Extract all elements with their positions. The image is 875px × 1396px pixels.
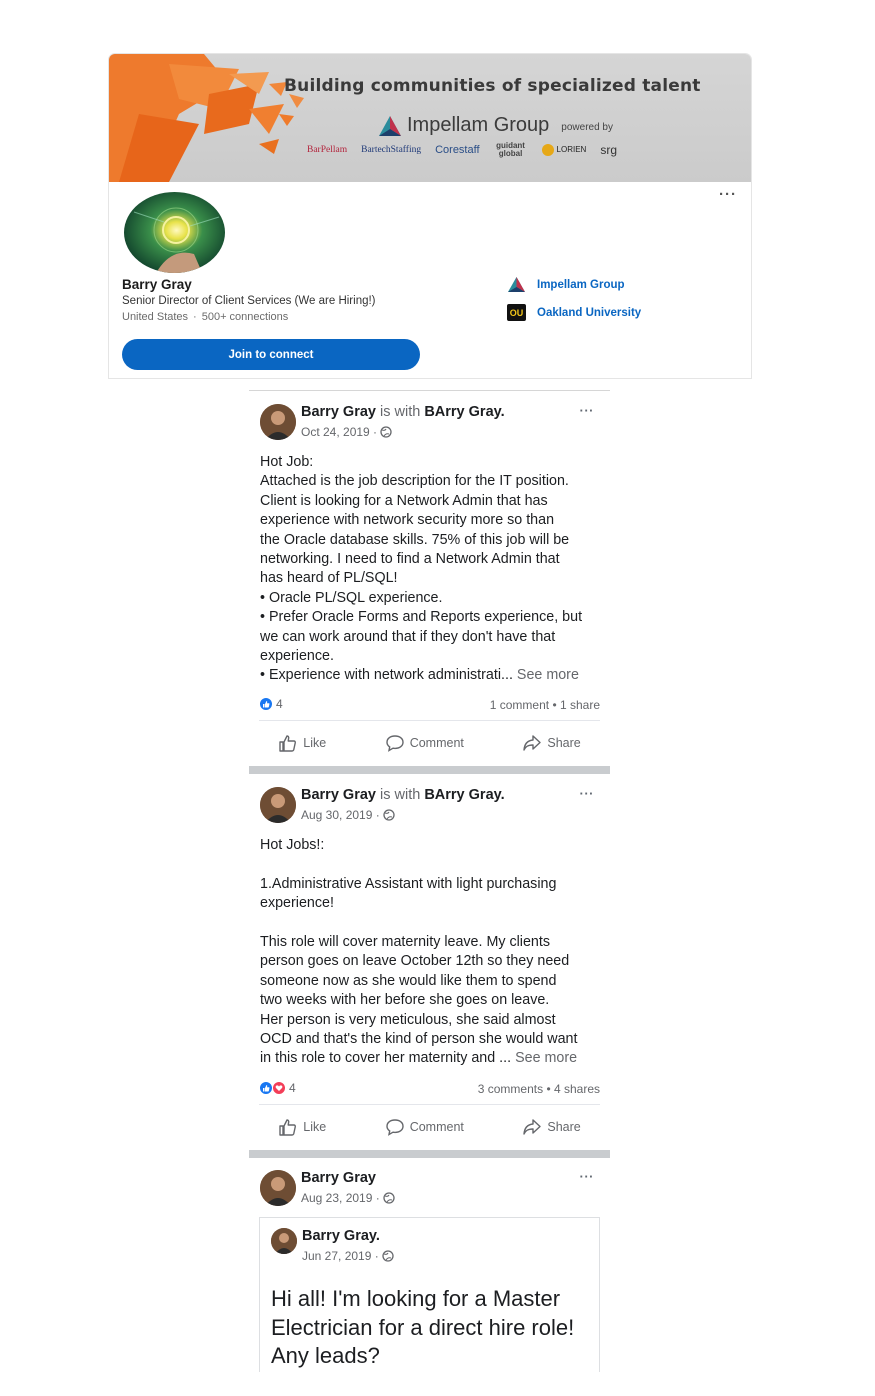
post-body bbox=[260, 836, 605, 1069]
tagged-person[interactable]: BArry Gray. bbox=[424, 404, 505, 420]
post-header bbox=[301, 404, 505, 420]
post-text-line: • Oracle PL/SQL experience. bbox=[260, 589, 443, 606]
post-text-line: networking. I need to find a Network Admin that bbox=[260, 551, 560, 568]
share-icon bbox=[522, 1118, 542, 1136]
shared-post-author[interactable]: Barry Gray. bbox=[302, 1228, 380, 1244]
org-link-impellam[interactable] bbox=[507, 276, 625, 293]
share-button[interactable] bbox=[522, 734, 580, 752]
post-date bbox=[301, 1191, 395, 1205]
post-text-line: Her person is very meticulous, she said almost bbox=[260, 1011, 556, 1028]
like-label: Like bbox=[303, 736, 327, 750]
post-text-line: • Experience with network administrati... bbox=[260, 667, 513, 684]
more-options-icon[interactable]: ··· bbox=[719, 186, 737, 203]
org-link-oakland[interactable] bbox=[507, 304, 641, 321]
author-avatar[interactable] bbox=[260, 1170, 296, 1206]
shared-post-header bbox=[302, 1228, 380, 1244]
org-name[interactable]: Oakland University bbox=[537, 306, 642, 319]
post-date-text[interactable]: Aug 23, 2019 · bbox=[301, 1191, 380, 1205]
banner-headline: Building communities of specialized talent bbox=[284, 76, 701, 96]
post-author[interactable]: Barry Gray bbox=[301, 1170, 376, 1186]
shared-author-avatar[interactable] bbox=[271, 1228, 297, 1254]
profile-connections[interactable]: 500+ connections bbox=[201, 311, 289, 323]
profile-avatar[interactable] bbox=[122, 190, 227, 275]
shared-post-text bbox=[271, 1285, 574, 1371]
post-text-line: • Prefer Oracle Forms and Reports experience, but bbox=[260, 609, 583, 626]
globe-icon bbox=[382, 1250, 394, 1262]
shared-text-line: Any leads? bbox=[271, 1343, 380, 1368]
post-date-text[interactable]: Aug 30, 2019 · bbox=[301, 808, 380, 822]
divider bbox=[259, 720, 600, 721]
reaction-count: 4 bbox=[276, 697, 283, 711]
love-reaction-icon bbox=[272, 1081, 286, 1095]
author-avatar[interactable] bbox=[260, 787, 296, 823]
shared-post[interactable] bbox=[259, 1217, 600, 1372]
like-reaction-icon bbox=[259, 1081, 273, 1095]
profile-name: Barry Gray bbox=[122, 277, 192, 292]
impellam-triangle-icon bbox=[379, 116, 401, 136]
profile-banner bbox=[109, 54, 751, 182]
banner-powered-by: powered by bbox=[561, 122, 613, 133]
post-text-line: This role will cover maternity leave. My clients bbox=[260, 934, 550, 950]
post-text-line: Client is looking for a Network Admin that has bbox=[260, 492, 548, 509]
post-author[interactable]: Barry Gray bbox=[301, 787, 376, 803]
share-label: Share bbox=[547, 1120, 581, 1134]
post-actions bbox=[249, 1118, 610, 1136]
join-to-connect-button[interactable]: Join to connect bbox=[122, 339, 420, 370]
brand-logo: srg bbox=[600, 143, 617, 157]
globe-icon bbox=[383, 1192, 395, 1204]
like-button[interactable] bbox=[278, 1118, 326, 1136]
post-body bbox=[260, 453, 605, 686]
brand-logo: BarPellam bbox=[307, 145, 348, 155]
oakland-university-logo-icon: OU bbox=[507, 304, 526, 321]
profile-meta bbox=[122, 311, 288, 323]
shared-post-date-text[interactable]: Jun 27, 2019 · bbox=[302, 1249, 379, 1263]
linkedin-profile-card bbox=[109, 54, 751, 378]
globe-icon bbox=[383, 809, 395, 821]
banner-group-name: Impellam Group bbox=[407, 114, 550, 136]
post-text-line: Hot Job: bbox=[260, 454, 314, 470]
reaction-summary[interactable] bbox=[259, 1081, 296, 1095]
post-text-line: experience with network security more so than bbox=[260, 512, 555, 529]
post-separator bbox=[249, 766, 610, 774]
comment-share-counts[interactable]: 3 comments • 4 shares bbox=[477, 1082, 600, 1096]
post-menu-icon[interactable]: ··· bbox=[579, 403, 594, 418]
author-avatar[interactable] bbox=[260, 404, 296, 440]
share-icon bbox=[522, 734, 542, 752]
post-text-line: experience. bbox=[260, 648, 334, 665]
post-text-line: Attached is the job description for the IT position. bbox=[260, 473, 569, 490]
reaction-summary[interactable] bbox=[259, 697, 283, 711]
brand-logo: guidant global bbox=[496, 141, 525, 158]
thumbs-up-icon bbox=[278, 1118, 298, 1136]
post-date-text[interactable]: Oct 24, 2019 · bbox=[301, 425, 378, 439]
globe-icon bbox=[380, 426, 392, 438]
brand-logo: LORIEN bbox=[542, 144, 587, 156]
post-text-line: experience! bbox=[260, 895, 334, 912]
meta-separator: · bbox=[193, 311, 197, 323]
share-label: Share bbox=[547, 736, 581, 750]
post-text-line: the Oracle database skills. 75% of this job will be bbox=[260, 531, 570, 548]
see-more-link[interactable]: See more bbox=[515, 1050, 578, 1067]
profile-headline: Senior Director of Client Services (We are Hiring!) bbox=[122, 295, 376, 307]
with-text: is with bbox=[380, 787, 421, 803]
post-text-line: someone now as she would like them to spend bbox=[260, 972, 557, 989]
comment-button[interactable] bbox=[385, 1118, 464, 1136]
tagged-person[interactable]: BArry Gray. bbox=[424, 787, 505, 803]
impellam-group-logo bbox=[379, 114, 613, 137]
post-date bbox=[301, 425, 392, 439]
post-actions bbox=[249, 734, 610, 752]
post-menu-icon[interactable]: ··· bbox=[579, 1169, 594, 1184]
comment-label: Comment bbox=[409, 1120, 464, 1134]
with-text: is with bbox=[380, 404, 421, 420]
shared-text-line: Electrician for a direct hire role! bbox=[271, 1314, 575, 1340]
post-text-line: person goes on leave October 12th so they need bbox=[260, 953, 570, 970]
divider bbox=[259, 1104, 600, 1105]
comment-icon bbox=[385, 1118, 405, 1136]
see-more-link[interactable]: See more bbox=[516, 667, 579, 684]
like-reaction-icon bbox=[259, 697, 273, 711]
post-header bbox=[301, 1170, 376, 1186]
org-name[interactable]: Impellam Group bbox=[537, 278, 625, 291]
facebook-feed bbox=[249, 390, 610, 1372]
post-text-line: Hot Jobs!: bbox=[260, 837, 325, 853]
post-date bbox=[301, 808, 395, 822]
profile-location: United States bbox=[122, 311, 189, 323]
post-header bbox=[301, 787, 505, 803]
post-text-line: 1.Administrative Assistant with light purchasing bbox=[260, 875, 557, 892]
brand-logo: Corestaff bbox=[435, 144, 480, 156]
post-author[interactable]: Barry Gray bbox=[301, 404, 376, 420]
orange-shards-graphic bbox=[109, 54, 309, 182]
comment-button[interactable] bbox=[385, 734, 464, 752]
comment-share-counts[interactable]: 1 comment • 1 share bbox=[489, 698, 600, 712]
shared-text-line: Hi all! I'm looking for a Master bbox=[271, 1286, 561, 1311]
post-menu-icon[interactable]: ··· bbox=[579, 786, 594, 801]
post-text-line: has heard of PL/SQL! bbox=[260, 570, 398, 587]
reaction-count: 4 bbox=[289, 1081, 296, 1095]
impellam-logo-icon bbox=[507, 276, 526, 293]
brand-logo: BartechStaffing bbox=[361, 145, 422, 155]
post-text-line: we can work around that if they don't have that bbox=[260, 628, 556, 645]
post-text-line: in this role to cover her maternity and ... bbox=[260, 1050, 512, 1067]
shared-post-date bbox=[302, 1249, 394, 1263]
comment-label: Comment bbox=[409, 736, 464, 750]
brand-logos bbox=[307, 142, 617, 158]
post-text-line: two weeks with her before she goes on leave. bbox=[260, 992, 550, 1009]
like-label: Like bbox=[303, 1120, 327, 1134]
post-text-line: OCD and that's the kind of person she would want bbox=[260, 1031, 578, 1048]
share-button[interactable] bbox=[522, 1118, 580, 1136]
thumbs-up-icon bbox=[278, 734, 298, 752]
like-button[interactable] bbox=[278, 734, 326, 752]
comment-icon bbox=[385, 734, 405, 752]
post-separator bbox=[249, 1150, 610, 1158]
